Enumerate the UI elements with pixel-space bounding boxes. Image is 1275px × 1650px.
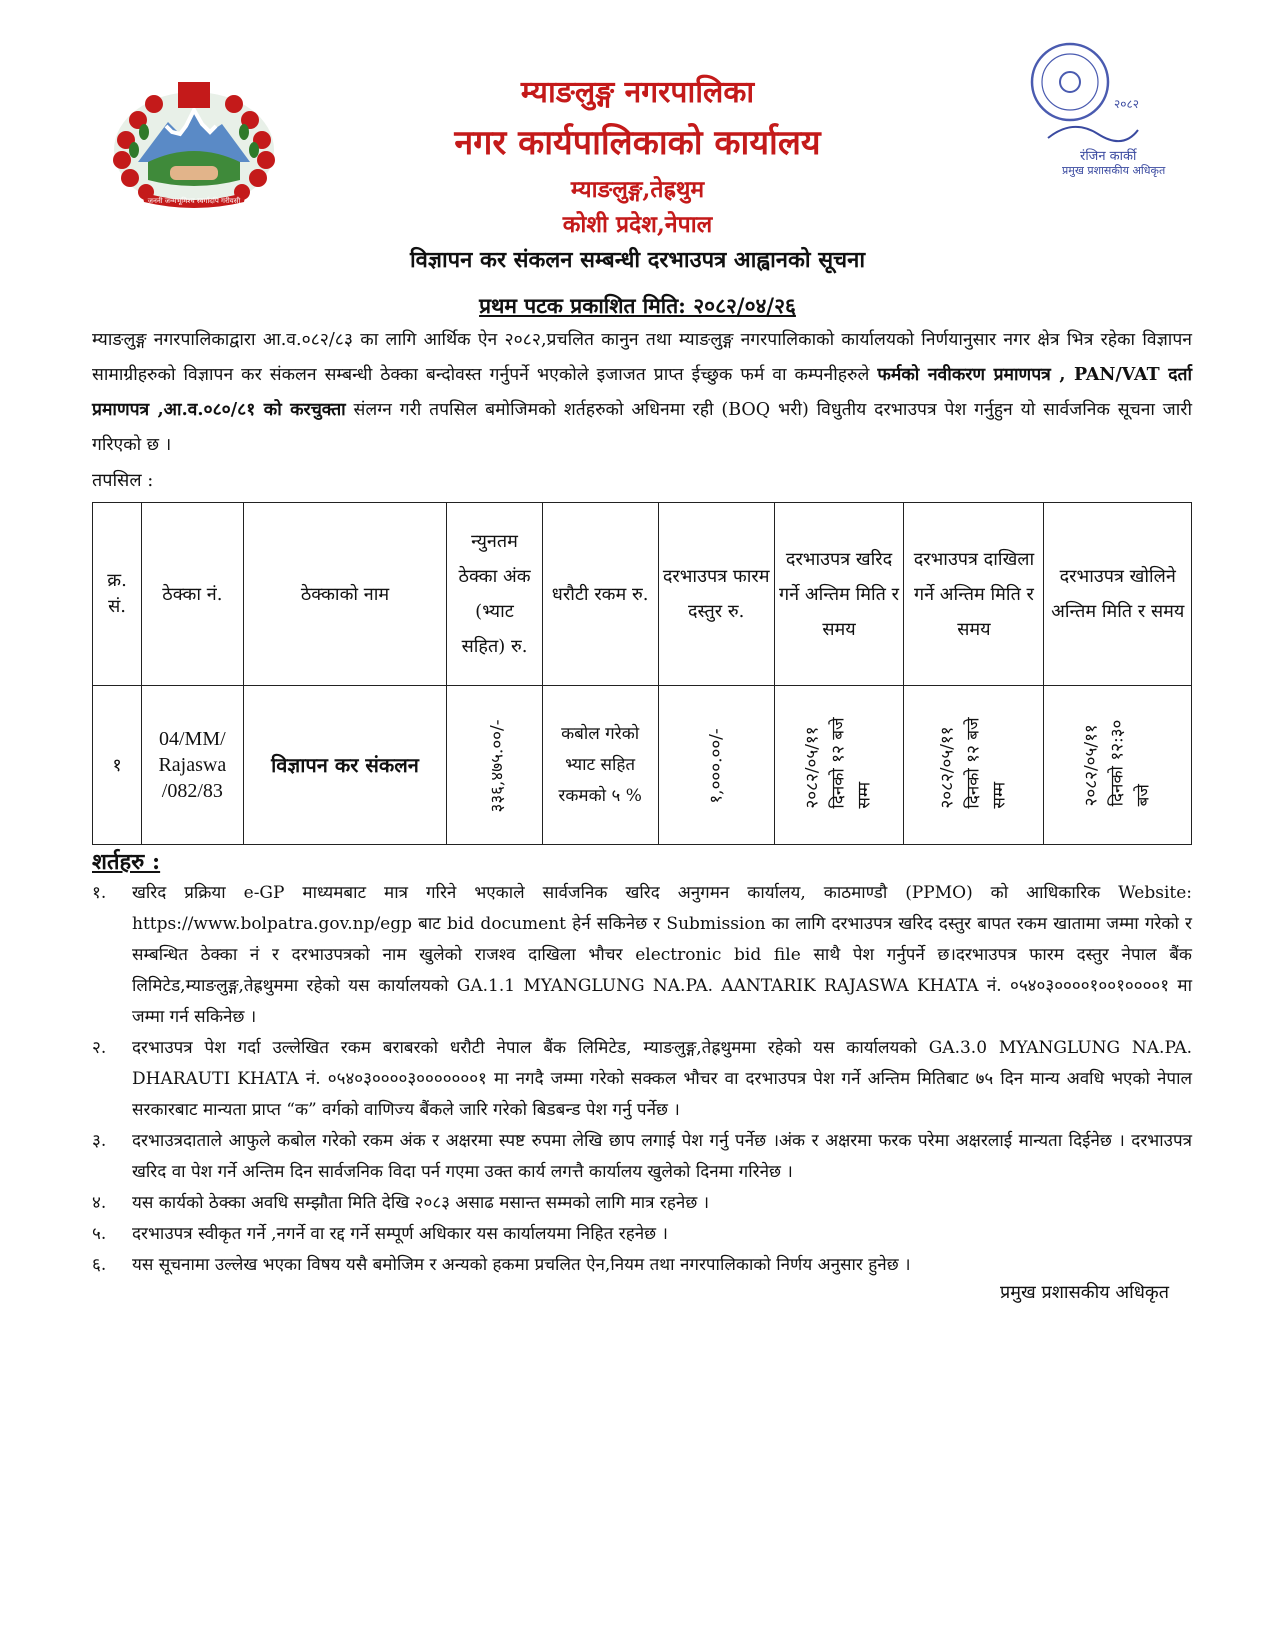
condition-number: १. [92, 883, 107, 903]
cell-submit-deadline [904, 686, 1044, 845]
conditions-title: शर्तहरु : [92, 849, 161, 875]
cell-open-deadline [1044, 686, 1192, 845]
condition-text: खरिद प्रक्रिया e-GP माध्यमबाट मात्र गरिने भएकाले सार्वजनिक खरिद अनुगमन कार्यालय, काठमाण्डौ (PPMO) को आधिकारिक Website: https://www.bolpatra.gov.np/egp बाट bid document हेर्न सकिनेछ र Submission का लागि दरभाउपत्र खरिद दस्तुर बापत रकम खातामा जम्मा गरेको र सम्बन्धित ठेक्का नं र दरभाउपत्रको नाम खुलेको राजश्व दाखिला भौचर electronic bid file साथै पेश गर्नुपर्ने छ।दरभाउपत्र फारम दस्तुर नेपाल बैंक लिमिटेड,म्याङलुङ्ग,तेह्रथुममा रहेको यस कार्यालयको GA.1.1 MYANGLUNG NA.PA. AANTARIK RAJASWA KHATA नं. ०५४०३००००१००१००००१ मा जम्मा गर्न सकिनेछ । [132, 883, 1192, 1027]
list-item [92, 1219, 1192, 1250]
office-location: म्याङलुङ्ग,तेह्रथुम [570, 176, 705, 203]
intro-text-1: म्याङलुङ्ग नगरपालिकाद्वारा आ.व.०८२/८३ का लागि आर्थिक ऐन २०८२,प्रचलित कानुन तथा म्याङलुङ्ग नगरपालिकाको कार्यालयको निर्णयानुसार नगर क्षेत्र भित्र रहेका विज्ञापन सामाग्रीहरुको विज्ञापन कर संकलन सम्बन्धी ठेक्का बन्दोवस्त गर्नुपर्ने भएकोले इजाजत प्राप्त ईच्छुक फर्म वा कम्पनीहरुले [92, 330, 1192, 385]
cell-min-amount [447, 686, 542, 845]
condition-text: दरभाउत्रदाताले आफुले कबोल गरेको रकम अंक र अक्षरमा स्पष्ट रुपमा लेखि छाप लगाई पेश गर्नु पर्नेछ ।अंक र अक्षरमा फरक परेमा अक्षरलाई मान्यता दिईनेछ । दरभाउपत्र खरिद वा पेश गर्ने अन्तिम दिन सार्वजनिक विदा पर्न गएमा उक्त कार्य लगत्तै कार्यालय खुलेको दिनमा गरिनेछ । [132, 1131, 1192, 1182]
form-fee-text: १,०००.००/- [706, 727, 727, 804]
list-item [92, 1126, 1192, 1188]
condition-number: ६. [92, 1255, 107, 1275]
conditions-list [92, 878, 1192, 1281]
header-buy-deadline: दरभाउपत्र खरिद गर्ने अन्तिम मिति र समय [774, 503, 904, 686]
header-form-fee: दरभाउपत्र फारम दस्तुर रु. [658, 503, 774, 686]
list-item [92, 1250, 1192, 1281]
open-date: २०८२/०५/११ [1081, 724, 1102, 807]
condition-text: यस कार्यको ठेक्का अवधि सम्झौता मिति देखि २०८३ असाढ मसान्त सम्मको लागि मात्र रहनेछ । [132, 1193, 710, 1213]
list-item [92, 1188, 1192, 1219]
header-open-deadline: दरभाउपत्र खोलिने अन्तिम मिति र समय [1044, 503, 1192, 686]
cell-deposit: कबोल गरेको भ्याट सहित रकमको ५ % [542, 686, 658, 845]
header-sn: क्र. सं. [93, 503, 142, 686]
cell-contract-name: विज्ञापन कर संकलन [243, 686, 447, 845]
tender-table [92, 502, 1192, 845]
buy-time: दिनको १२ बजे [829, 717, 850, 809]
office-name: नगर कार्यपालिकाको कार्यालय [454, 123, 821, 163]
list-item [92, 878, 1192, 1033]
table-header-row [93, 503, 1192, 686]
details-label: तपसिल : [92, 470, 154, 491]
intro-bold-text: फर्मको नवीकरण प्रमाणपत्र , PAN/VAT दर्ता प्रमाणपत्र ,आ.व.०८०/८१ को करचुक्ता [92, 365, 1192, 420]
submit-time: दिनको १२ बजे [963, 717, 984, 809]
cell-sn: १ [93, 686, 142, 845]
stamp-date: २०८२ [1114, 97, 1139, 111]
submit-until: सम्म [989, 781, 1010, 809]
emblem-motto: जननी जन्मभूमिश्च स्वर्गादपि गरीयसी [147, 197, 241, 205]
list-item [92, 1033, 1192, 1126]
open-suffix: बजे [1133, 784, 1154, 807]
province-name: कोशी प्रदेश,नेपाल [562, 211, 713, 238]
buy-date: २०८२/०५/११ [803, 726, 824, 809]
municipality-name: म्याङलुङ्ग नगरपालिका [520, 75, 755, 110]
condition-text: दरभाउपत्र पेश गर्दा उल्लेखित रकम बराबरको धरौटी नेपाल बैंक लिमिटेड, म्याङलुङ्ग,तेह्रथुममा रहेको यस कार्यालयको GA.3.0 MYANGLUNG NA.PA. DHARAUTI KHATA नं. ०५४०३००००३०००००००१ मा नगदै जम्मा गरेको सक्कल भौचर वा दरभाउपत्र पेश गर्ने अन्तिम मितिबाट ७५ दिन मान्य अवधि भएको नेपाल सरकारबाट मान्यता प्राप्त “क” वर्गको वाणिज्य बैंकले जारि गरेको बिडबन्ड पेश गर्नु पर्नेछ । [132, 1038, 1192, 1120]
header-submit-deadline: दरभाउपत्र दाखिला गर्ने अन्तिम मिति र समय [904, 503, 1044, 686]
header-contract-name: ठेक्काको नाम [243, 503, 447, 686]
intro-paragraph [92, 323, 1192, 463]
intro-text-2: संलग्न गरी तपसिल बमोजिमको शर्तहरुको अधिनमा रही (BOQ भरी) विधुतीय दरभाउपत्र पेश गर्नुहुन यो सार्वजनिक सूचना जारी गरिएको छ । [92, 400, 1192, 455]
notice-subject: विज्ञापन कर संकलन सम्बन्धी दरभाउपत्र आह्वानको सूचना [409, 247, 866, 273]
submit-date: २०८२/०५/११ [937, 726, 958, 809]
signatory-title: प्रमुख प्रशासकीय अधिकृत [1000, 1282, 1169, 1303]
condition-number: २. [92, 1038, 107, 1058]
header-deposit: धरौटी रकम रु. [542, 503, 658, 686]
cell-buy-deadline [774, 686, 904, 845]
publish-date: प्रथम पटक प्रकाशित मिति: २०८२/०४/२६ [479, 293, 796, 318]
condition-number: ४. [92, 1193, 107, 1213]
min-amount-text: ३३६,४७५.००/- [487, 719, 508, 812]
condition-number: ३. [92, 1131, 107, 1151]
condition-text: दरभाउपत्र स्वीकृत गर्ने ,नगर्ने वा रद्द गर्ने सम्पूर्ण अधिकार यस कार्यालयमा निहित रहनेछ । [132, 1224, 668, 1244]
stamp-title: प्रमुख प्रशासकीय अधिकृत [1062, 164, 1166, 177]
stamp-signature-name: रंजिन कार्की [1080, 149, 1137, 164]
header-contract-no: ठेक्का नं. [142, 503, 243, 686]
cell-form-fee [658, 686, 774, 845]
buy-until: सम्म [855, 781, 876, 809]
table-row [93, 686, 1192, 845]
header-min-amount: न्युनतम ठेक्का अंक (भ्याट सहित) रु. [447, 503, 542, 686]
cell-contract-no: 04/MM/ Rajaswa /082/83 [142, 686, 243, 845]
condition-text: यस सूचनामा उल्लेख भएका विषय यसै बमोजिम र अन्यको हकमा प्रचलित ऐन,नियम तथा नगरपालिकाको निर्णय अनुसार हुनेछ । [132, 1255, 911, 1275]
open-time: दिनको १२:३० [1107, 719, 1128, 807]
condition-number: ५. [92, 1224, 107, 1244]
